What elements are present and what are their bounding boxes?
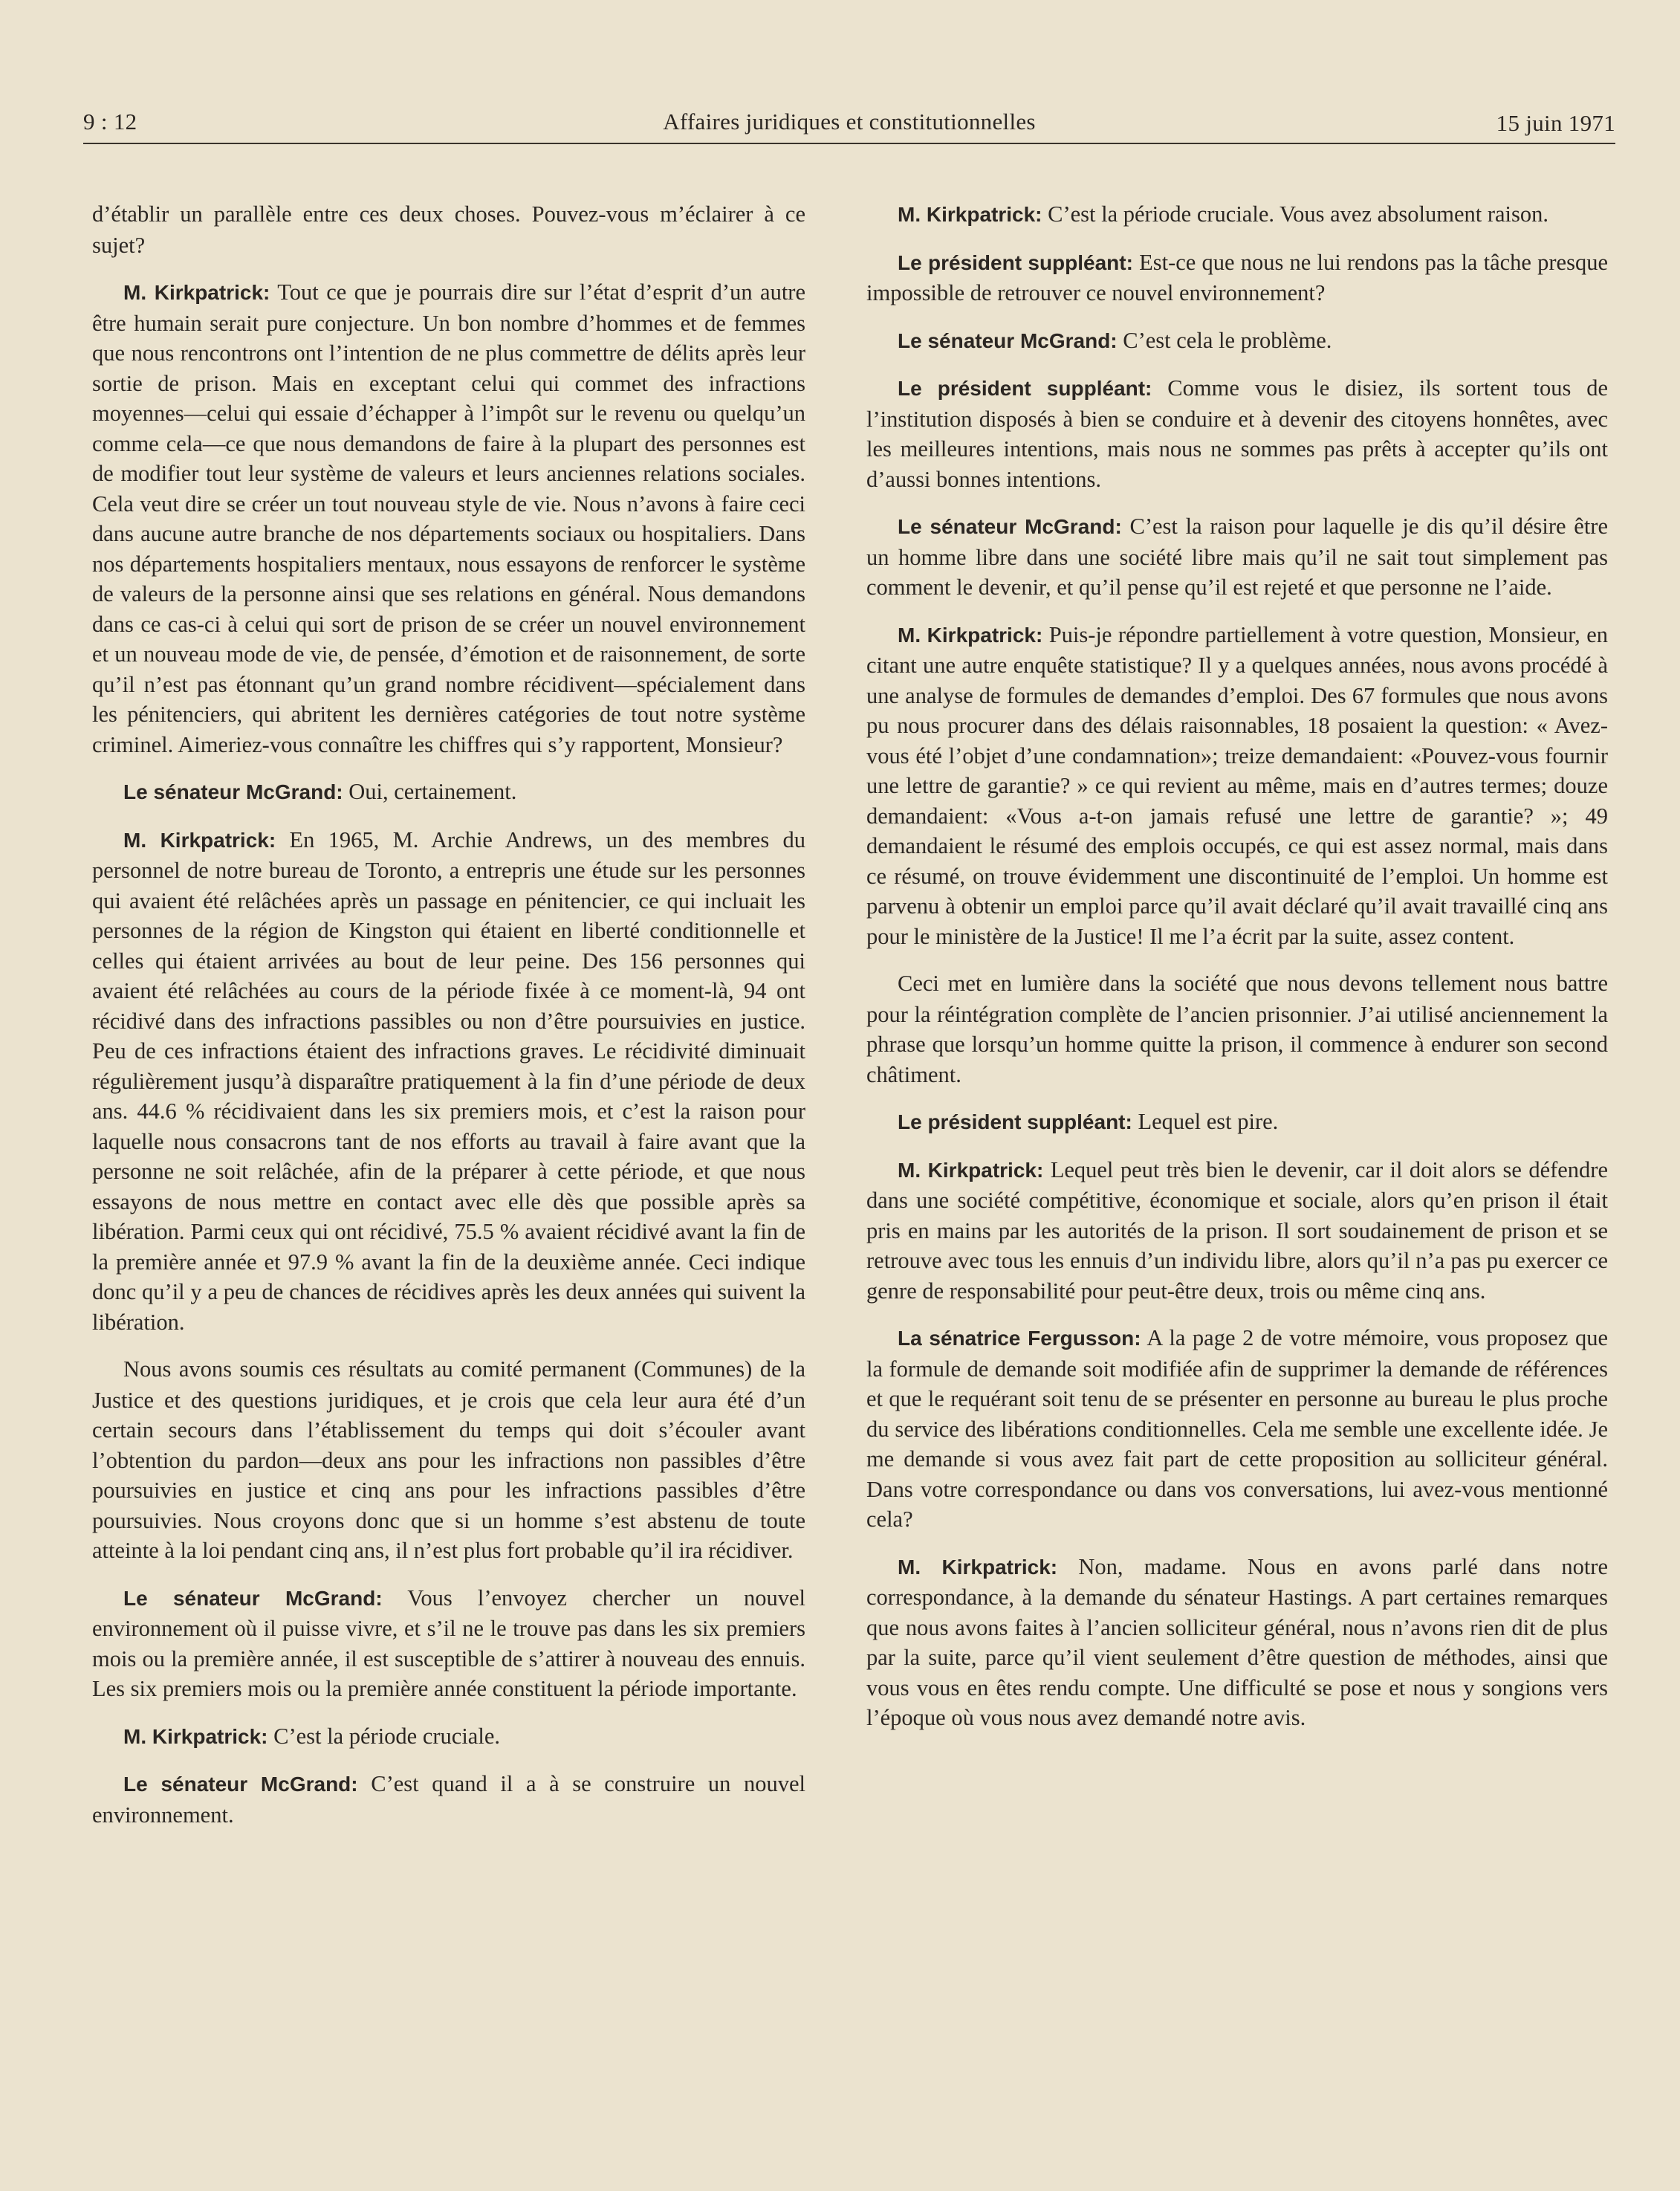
speaker-name: Le sénateur McGrand: [898, 515, 1122, 538]
page-header [83, 104, 1615, 143]
paragraph [866, 1323, 1608, 1535]
speaker-name: Le président suppléant: [898, 250, 1133, 274]
speaker-name: M. Kirkpatrick: [898, 203, 1042, 226]
paragraph-text: C’est la période cruciale. Vous avez absolument raison. [1042, 201, 1549, 227]
speaker-name: Le président suppléant: [898, 1110, 1132, 1133]
speaker-name: Le sénateur McGrand: [898, 329, 1118, 352]
paragraph [866, 1552, 1608, 1733]
paragraph-text: Ceci met en lumière dans la société que nous devons tellement nous battre pour la réintégration complète de l’ancien prisonnier. J’ai utilisé anciennement la phrase que lorsqu’un homme quitte la prison, il commence à endurer son second châtiment. [866, 971, 1608, 1087]
speaker-name: M. Kirkpatrick: [123, 828, 276, 852]
paragraph [92, 199, 805, 260]
speaker-name: Le sénateur McGrand: [123, 780, 343, 803]
speaker-name: M. Kirkpatrick: [898, 623, 1043, 647]
speaker-name: Le sénateur McGrand: [123, 1773, 358, 1796]
paragraph-text: d’établir un parallèle entre ces deux choses. Pouvez-vous m’éclairer à ce sujet? [92, 201, 805, 258]
paragraph-text: C’est quand il a à se construire un nouvel environnement. [92, 1771, 805, 1828]
paragraph-text: Non, madame. Nous en avons parlé dans notre correspondance, à la demande du sénateur Hastings. A part certaines remarques que nous avons faites à l’ancien solliciteur général, nous n’avons rien dit de plus par la suite, parce qu’il vient seulement d’être question de méthodes, ainsi que vous vous en êtes rendu compte. Une difficulté se pose et nous y songions vers l’époque où vous nous avez demandé notre avis. [866, 1553, 1608, 1730]
paragraph-text: En 1965, M. Archie Andrews, un des membres du personnel de notre bureau de Toronto, a entrepris une étude sur les personnes qui avaient été relâchées après un passage en pénitencier, ce qui incluait les personnes de la région de Kingston qui étaient en liberté conditionnelle et celles qui étaient arrivées au bout de leur peine. Des 156 personnes qui avaient été relâchées au cours de la période fixée à ce moment-là, 94 ont récidivé dans des infractions passibles ou non d’être poursuivies en justice. Peu de ces infractions étaient des infractions graves. Le récidivité diminuait régulièrement jusqu’à disparaître pratiquement à la fin d’une période de deux ans. 44.6 % récidivaient dans les six premiers mois, et c’est la raison pour laquelle nous consacrons tant de nos efforts au travail à faire avant que la personne ne soit relâchée, afin de la préparer à cette période, et que nous essayons de nous mettre en contact avec elle dès que possible après sa libération. Parmi ceux qui ont récidivé, 75.5 % avaient récidivé avant la fin de la première année et 97.9 % avant la fin de la deuxième année. Ceci indique donc qu’il y a peu de chances de récidives après les deux années qui suivent la libération. [92, 826, 806, 1335]
paragraph-text: Vous l’envoyez chercher un nouvel environnement où il puisse vivre, et s’il ne le trouve pas dans les six premiers mois ou la première année, il est susceptible de s’attirer à nouveau des ennuis. Les six premiers mois ou la première année constituent la période importante. [92, 1585, 805, 1701]
paragraph-text: Lequel peut très bien le devenir, car il doit alors se défendre dans une société compétitive, économique et sociale, alors qu’en prison il était pris en mains par les autorités de la prison. Il sort soudainement de prison et se retrouve avec tous les ennuis d’un individu libre, alors qu’il n’a pas pu exercer ce genre de responsabilité pour peut-être deux, trois ou même cinq ans. [866, 1156, 1608, 1304]
speaker-name: M. Kirkpatrick: [898, 1158, 1044, 1182]
paragraph [92, 277, 805, 760]
paragraph-text: Est-ce que nous ne lui rendons pas la tâche presque impossible de retrouver ce nouvel environnement? [866, 249, 1608, 305]
paragraph [866, 247, 1608, 308]
speaker-name: Le président suppléant: [898, 377, 1152, 400]
paragraph-text: C’est cela le problème. [1117, 327, 1332, 353]
paragraph-text: Nous avons soumis ces résultats au comité permanent (Communes) de la Justice et des questions juridiques, et je crois que cela leur aura été d’un certain secours dans l’établissement du temps qui doit s’écouler avant l’obtention du pardon—deux ans pour les infractions non passibles d’être poursuivies en justice et cinq ans pour les infractions passibles d’être poursuivies. Nous croyons donc que si un homme s’est abstenu de toute atteinte à la loi pendant cinq ans, il n’est plus fort probable qu’il ira récidiver. [92, 1356, 805, 1563]
speaker-name: M. Kirkpatrick: [123, 1724, 268, 1748]
paragraph [866, 1155, 1608, 1307]
paragraph-text: Lequel est pire. [1132, 1109, 1279, 1134]
running-title: Affaires juridiques et constitutionnelles [663, 109, 1036, 135]
paragraph [92, 777, 805, 808]
right-column [866, 199, 1608, 1750]
paragraph-text: Oui, certainement. [343, 779, 517, 804]
speaker-name: M. Kirkpatrick: [123, 281, 270, 304]
page-number: 9 : 12 [83, 109, 137, 135]
paragraph-text: A la page 2 de votre mémoire, vous proposez que la formule de demande soit modifiée afin de supprimer la demande de références et que le requérant soit tenu de se présenter en personne au bureau le plus proche du service des libérations conditionnelles. Cela me semble une excellente idée. Je me demande si vous avez fait part de cette proposition au solliciteur général. Dans votre correspondance ou dans vos conversations, lui avez-vous mentionné cela? [866, 1325, 1608, 1532]
speaker-name: M. Kirkpatrick: [898, 1555, 1058, 1579]
paragraph [866, 620, 1608, 952]
paragraph-text: C’est la période cruciale. [267, 1723, 500, 1749]
speaker-name: Le sénateur McGrand: [123, 1586, 383, 1610]
paragraph-text: Puis-je répondre partiellement à votre question, Monsieur, en citant une autre enquête statistique? Il y a quelques années, nous avons procédé à une analyse de formules de demandes d’emploi. Des 67 formules que nous avons pu nous procurer dans des délais raisonnables, 18 posaient la question: « Avez-vous été l’objet d’une condamnation»; treize demandaient: «Pouvez-vous fournir une lettre de garantie? » ce qui revient au même, mais en d’autres termes; douze demandaient: «Vous a-t-on jamais refusé une lettre de garantie? »; 49 demandaient le résumé des emplois occupés, ce qui est assez normal, mais dans ce résumé, on trouve évidemment une discontinuité de l’emploi. Un homme est parvenu à obtenir un emploi parce qu’il avait déclaré qu’il avait travaillé cinq ans pour le ministère de la Justice! Il me l’a écrit par la suite, assez content. [866, 621, 1608, 949]
header-date: 15 juin 1971 [1496, 110, 1615, 136]
paragraph [866, 968, 1608, 1090]
paragraph [92, 825, 805, 1338]
paragraph [92, 1769, 805, 1830]
paragraph [866, 1107, 1608, 1138]
paragraph-text: Comme vous le disiez, ils sortent tous de l’institution disposés à bien se conduire et à devenir des citoyens honnêtes, avec les meilleures intentions, mais nous ne sommes pas prêts à accepter qu’ils ont d’aussi bonnes intentions. [866, 375, 1608, 492]
paragraph [866, 326, 1608, 357]
paragraph-text: Tout ce que je pourrais dire sur l’état d’esprit d’un autre être humain serait pure conjecture. Un bon nombre d’hommes et de femmes que nous rencontrons ont l’intention de ne plus commettre de délits après leur sortie de prison. Mais en exceptant celui qui commet des infractions moyennes—celui qui essaie d’échapper à l’impôt sur le revenu ou quelqu’un comme cela—ce que nous demandons de faire à la plupart des personnes est de modifier tout leur système de valeurs et leurs anciennes relations sociales. Cela veut dire se créer un tout nouveau style de vie. Nous n’avons à faire ceci dans aucune autre branche de nos départements sociaux ou hospitaliers. Dans nos départements hospitaliers mentaux, nous essayons de renforcer le système de valeurs de la personne ainsi que ses relations en général. Nous demandons dans ce cas-ci à celui qui sort de prison de se créer un nouvel environnement et un nouveau mode de vie, de pensée, d’émotion et de raisonnement, de sorte qu’il n’est pas étonnant qu’un grand nombre récidivent—spécialement dans les pénitenciers, qui abritent les dernières catégories de tout notre système criminel. Aimeriez-vous connaître les chiffres qui s’y rapportent, Monsieur? [92, 279, 805, 757]
paragraph [866, 199, 1608, 230]
paragraph [92, 1354, 805, 1566]
header-rule [83, 143, 1615, 144]
paragraph [92, 1721, 805, 1753]
paragraph [92, 1583, 805, 1704]
speaker-name: La sénatrice Fergusson: [898, 1327, 1141, 1350]
paragraph [866, 511, 1608, 603]
left-column [92, 199, 805, 1847]
paragraph-text: C’est la raison pour laquelle je dis qu’il désire être un homme libre dans une société libre mais qu’il ne sait tout simplement pas comment le devenir, et qu’il pense qu’il est rejeté et que personne ne l’aide. [866, 514, 1608, 600]
paragraph [866, 373, 1608, 494]
